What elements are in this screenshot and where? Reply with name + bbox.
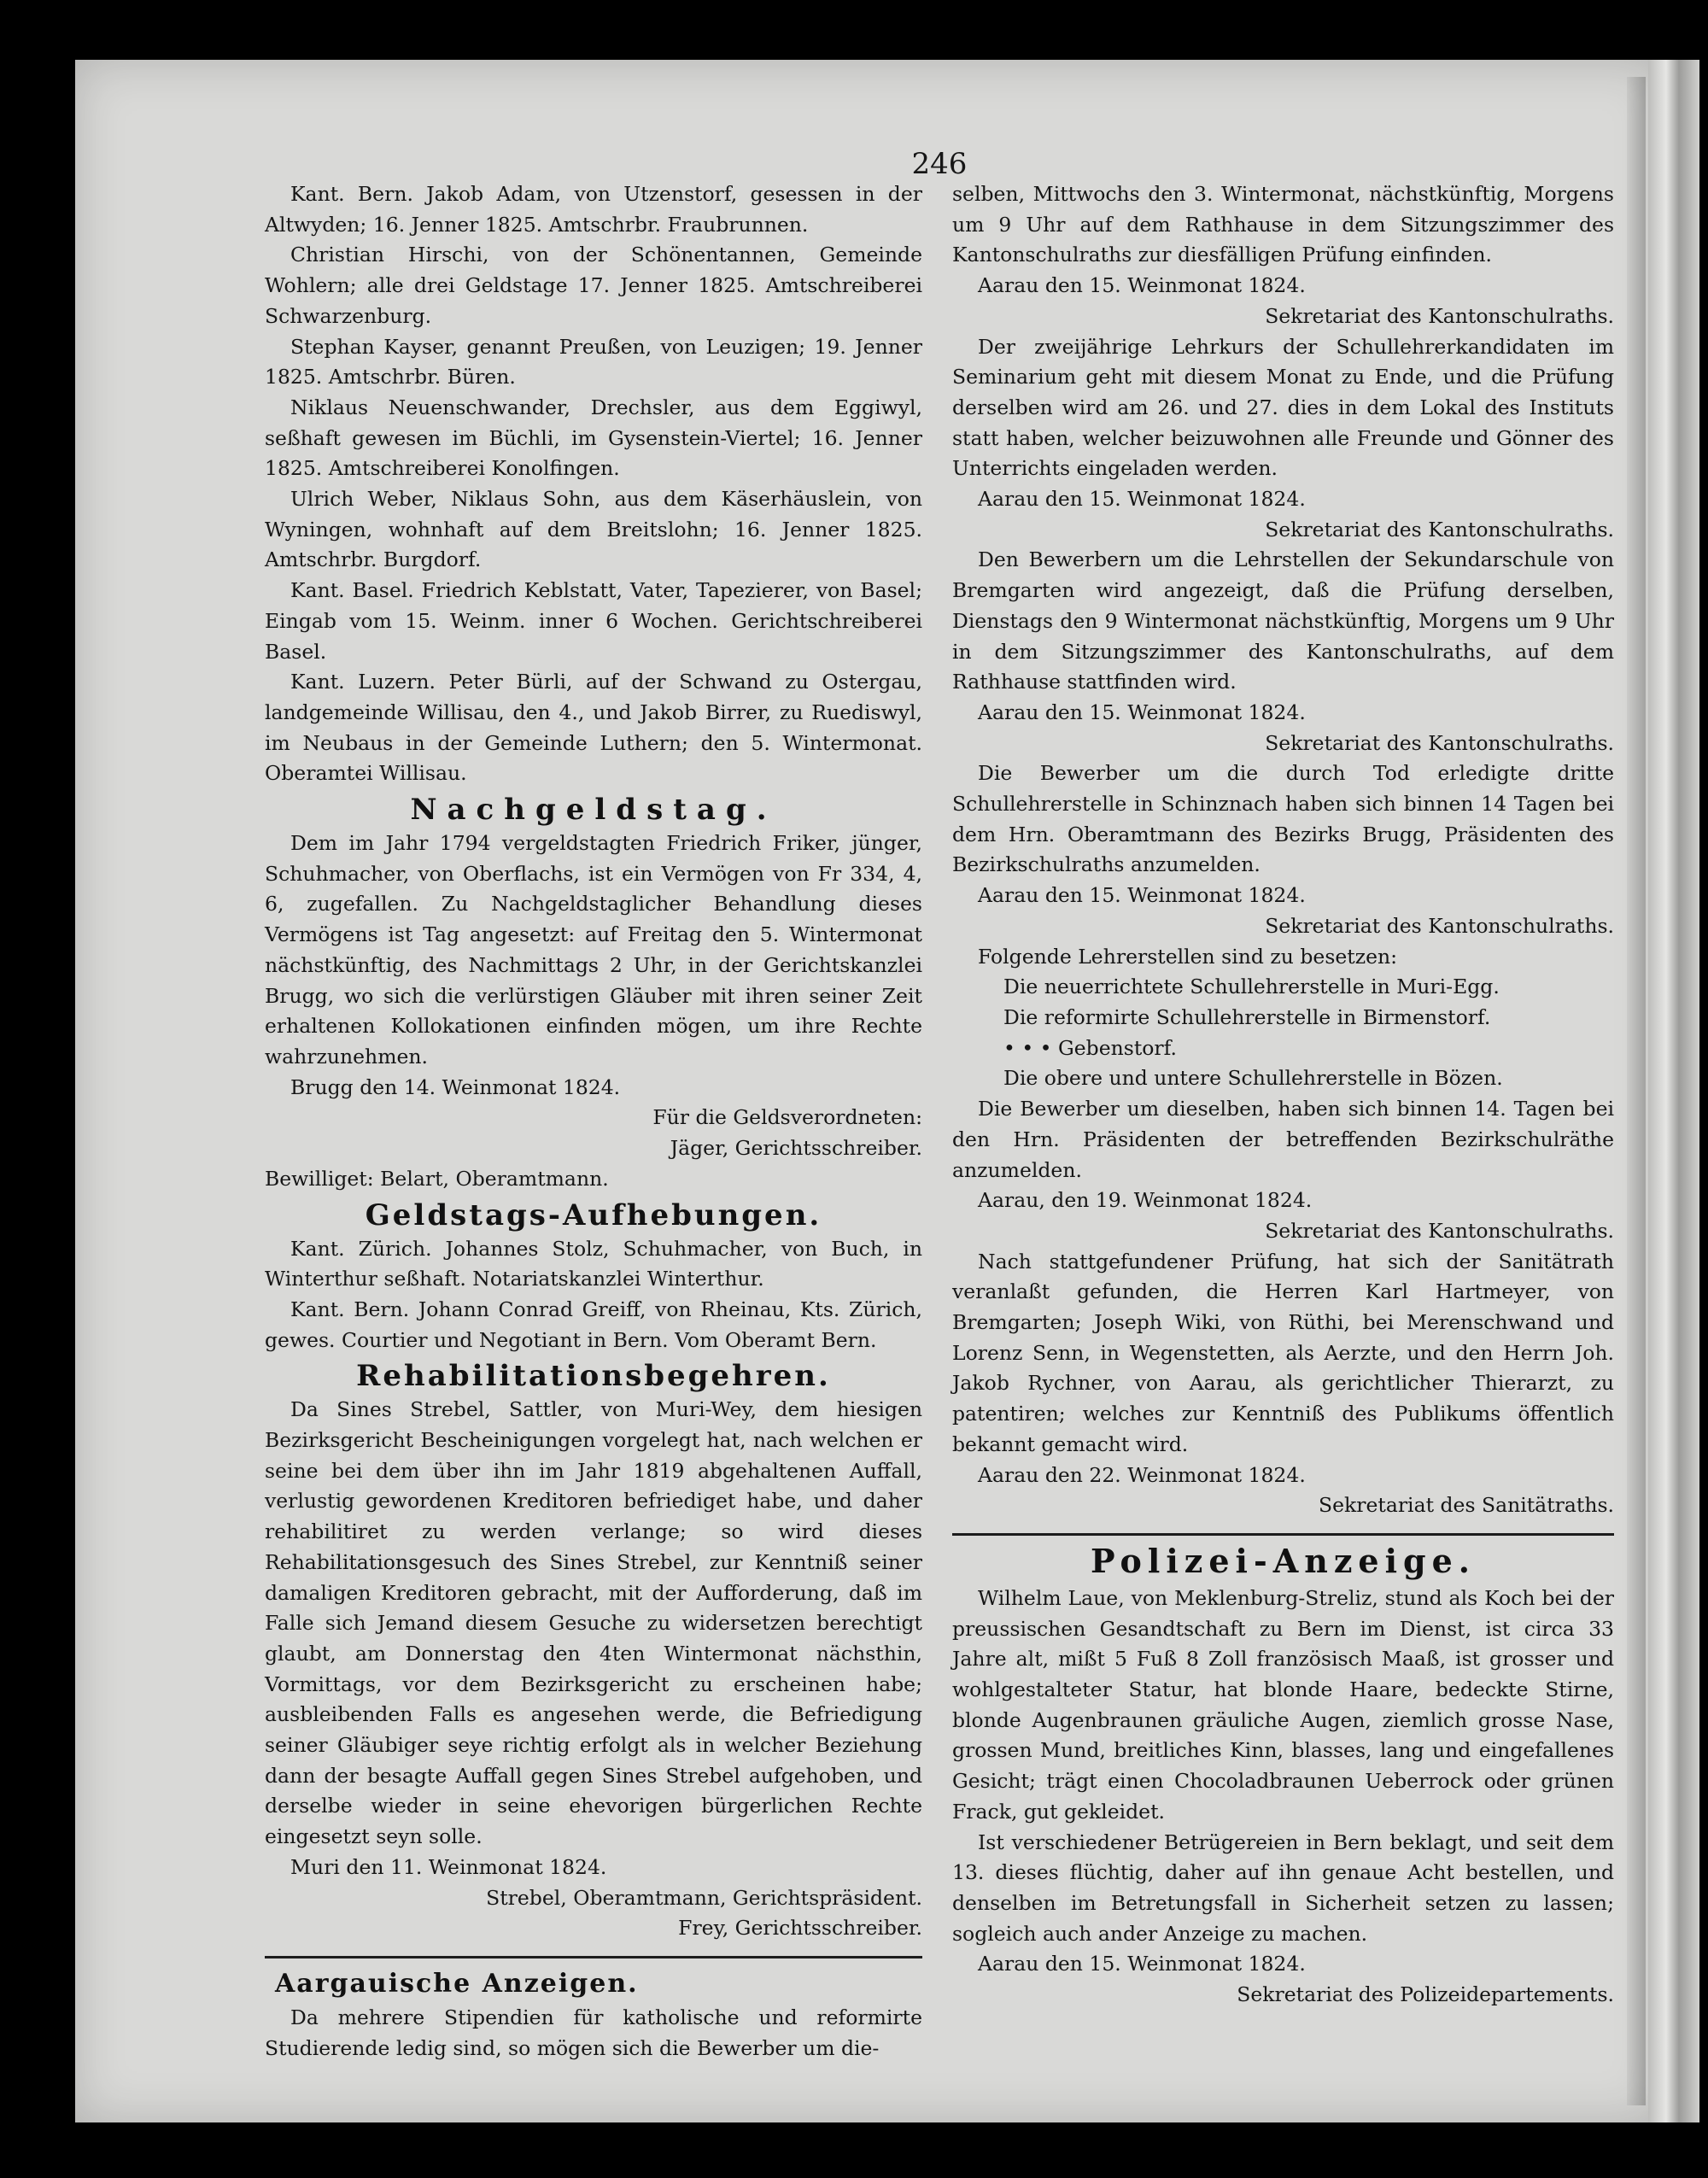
notice-paragraph: Kant. Bern. Jakob Adam, von Utzenstorf, gesessen in der Altwyden; 16. Jenner 1825. Amtschrbr. Fraubrunnen. [265, 182, 922, 237]
notice-signature: Für die Geldsverordneten: [652, 1105, 922, 1130]
notice-paragraph: Folgende Lehrerstellen sind zu besetzen: [978, 944, 1398, 969]
notice-signature: Sekretariat des Sanitätraths. [1318, 1493, 1614, 1518]
column-divider-rule [265, 1956, 922, 1958]
notice-date: Brugg den 14. Weinmonat 1824. [290, 1074, 621, 1099]
column-divider-rule [952, 1533, 1614, 1536]
vacancy-list-item: Die reformirte Schullehrerstelle in Birmenstorf. [1003, 1004, 1491, 1029]
notice-approval: Bewilliget: Belart, Oberamtmann. [265, 1166, 609, 1191]
notice-paragraph: Niklaus Neuenschwander, Drechsler, aus dem Eggiwyl, seßhaft gewesen im Büchli, im Gysenstein-Viertel; 16. Jenner 1825. Amtschreiberei Konolfingen. [265, 395, 922, 481]
page-fold-shadow [1627, 77, 1646, 2105]
notice-signature: Sekretariat des Polizeidepartements. [1237, 1982, 1614, 2007]
right-column [952, 179, 1614, 2011]
notice-signature: Frey, Gerichtsschreiber. [678, 1916, 922, 1941]
notice-date: Aarau den 15. Weinmonat 1824. [978, 700, 1306, 724]
notice-paragraph: Da mehrere Stipendien für katholische und reformirte Studierende ledig sind, so mögen sich die Bewerber um die- [265, 2005, 922, 2060]
section-heading: Geldstags-Aufhebungen. [365, 1197, 822, 1232]
page-number: 246 [911, 147, 968, 181]
notice-paragraph: Kant. Luzern. Peter Bürli, auf der Schwand zu Ostergau, landgemeinde Willisau, den 4., und Jakob Birrer, zu Ruediswyl, im Neubaus in der Gemeinde Luthern; den 5. Wintermonat. Oberamtei Willisau. [265, 670, 922, 786]
notice-signature: Sekretariat des Kantonschulraths. [1265, 303, 1614, 328]
notice-paragraph: Den Bewerbern um die Lehrstellen der Sekundarschule von Bremgarten wird angezeigt, daß die Prüfung derselben, Dienstags den 9 Wintermonat nächstkünftig, Morgens um 9 Uhr in dem Sitzungszimmer des Kantonschulraths, auf dem Rathhause stattfinden wird. [952, 547, 1614, 694]
notice-date: Muri den 11. Weinmonat 1824. [290, 1854, 607, 1879]
vacancy-list-item: Die neuerrichtete Schullehrerstelle in Muri-Egg. [1003, 975, 1500, 999]
notice-paragraph: Kant. Bern. Johann Conrad Greiff, von Rheinau, Kts. Zürich, gewes. Courtier und Negotiant in Bern. Vom Oberamt Bern. [265, 1297, 922, 1352]
left-column [265, 179, 922, 2064]
notice-paragraph: Der zweijährige Lehrkurs der Schullehrerkandidaten im Seminarium geht mit diesem Monat zu Ende, und die Prüfung derselben wird am 26. und 27. dies in dem Lokal des Instituts statt haben, welcher beizuwohnen alle Freunde und Gönner des Unterrichts eingeladen werden. [952, 334, 1614, 481]
section-heading: Polizei-Anzeige. [1090, 1541, 1476, 1580]
notice-paragraph: Ist verschiedener Betrügereien in Bern beklagt, und seit dem 13. dieses flüchtig, daher auf ihn genaue Acht bestellen, und denselben im Betretungsfall in Sicherheit setzen zu lassen; sogleich auch ander Anzeige zu machen. [952, 1830, 1614, 1946]
notice-paragraph: Wilhelm Laue, von Meklenburg-Streliz, stund als Koch bei der preussischen Gesandtschaft zu Bern im Dienst, ist circa 33 Jahre alt, mißt 5 Fuß 8 Zoll französisch Maaß, ist grosser und wohlgestalteter Statur, hat blonde Haare, bedeckte Stirne, blonde Augenbraunen gräuliche Augen, ziemlich grosse Nase, grossen Mund, breitliches Kinn, blasses, lang und eingefallenes Gesicht; trägt einen Chocoladbraunen Ueberrock oder grünen Frack, gut gekleidet. [952, 1585, 1614, 1824]
vacancy-list-item: • • • Gebenstorf. [1003, 1035, 1177, 1060]
notice-paragraph: Ulrich Weber, Niklaus Sohn, aus dem Käserhäuslein, von Wyningen, wohnhaft auf dem Breitslohn; 16. Jenner 1825. Amtschrbr. Burgdorf. [265, 487, 922, 572]
notice-paragraph: Die Bewerber um dieselben, haben sich binnen 14. Tagen bei den Hrn. Präsidenten der betreffenden Bezirkschulräthe anzumelden. [952, 1097, 1614, 1182]
section-heading: Rehabilitationsbegehren. [356, 1359, 831, 1394]
notice-paragraph: Kant. Basel. Friedrich Keblstatt, Vater, Tapezierer, von Basel; Eingab vom 15. Weinm. inner 6 Wochen. Gerichtschreiberei Basel. [265, 578, 922, 664]
notice-signature: Sekretariat des Kantonschulraths. [1265, 913, 1614, 938]
section-heading: Aargauische Anzeigen. [275, 1968, 639, 1999]
section-heading: Nachgeldstag. [410, 793, 777, 828]
notice-signature: Strebel, Oberamtmann, Gerichtspräsident. [486, 1885, 922, 1910]
notice-paragraph: Die Bewerber um die durch Tod erledigte dritte Schullehrerstelle in Schinznach haben sich binnen 14 Tagen bei dem Hrn. Oberamtmann des Bezirks Brugg, Präsidenten des Bezirkschulraths anzumelden. [952, 761, 1614, 877]
notice-signature: Sekretariat des Kantonschulraths. [1265, 517, 1614, 542]
notice-paragraph: Stephan Kayser, genannt Preußen, von Leuzigen; 19. Jenner 1825. Amtschrbr. Büren. [265, 334, 922, 389]
notice-date: Aarau den 15. Weinmonat 1824. [978, 1952, 1306, 1976]
notice-paragraph: Nach stattgefundener Prüfung, hat sich der Sanitätrath veranlaßt gefunden, die Herren Karl Hartmeyer, von Bremgarten; Joseph Wiki, von Rüthi, bei Merenschwand und Lorenz Senn, in Wegenstetten, als Aerzte, und den Herrn Joh. Jakob Rychner, von Aarau, als gerichtlicher Thierarzt, zu patentiren; welches zur Kenntniß des Publikums öffentlich bekannt gemacht wird. [952, 1249, 1614, 1456]
notice-paragraph: selben, Mittwochs den 3. Wintermonat, nächstkünftig, Morgens um 9 Uhr auf dem Rathhause in dem Sitzungszimmer des Kantonschulraths zur diesfälligen Prüfung einfinden. [952, 182, 1614, 267]
notice-paragraph: Dem im Jahr 1794 vergeldstagten Friedrich Friker, jünger, Schuhmacher, von Oberflachs, ist ein Vermögen von Fr 334, 4, 6, zugefallen. Zu Nachgeldstaglicher Behandlung dieses Vermögens ist Tag angesetzt: auf Freitag den 5. Wintermonat nächstkünftig, des Nachmittags 2 Uhr, in der Gerichtskanzlei Brugg, wo sich die verlürstigen Gläuber mit ihren seiner Zeit erhaltenen Kollokationen einfinden mögen, um ihre Rechte wahrzunehmen. [265, 831, 922, 1069]
notice-date: Aarau den 15. Weinmonat 1824. [978, 273, 1306, 298]
notice-paragraph: Da Sines Strebel, Sattler, von Muri-Wey, dem hiesigen Bezirksgericht Bescheinigungen vorgelegt hat, nach welchen er seine bei dem über ihn im Jahr 1819 abgehaltenen Auffall, verlustig gewordenen Kreditoren befriediget habe, und daher rehabilitiret zu werden verlange; so wird dieses Rehabilitationsgesuch des Sines Strebel, zur Kenntniß seiner damaligen Kreditoren gebracht, mit der Aufforderung, daß im Falle sich Jemand diesem Gesuche zu widersetzen berechtigt glaubt, am Donnerstag den 4ten Wintermonat nächsthin, Vormittags, vor dem Bezirksgericht zu erscheinen habe; ausbleibenden Falls es angesehen werde, die Befriedigung seiner Gläubiger seye richtig erfolgt als in welcher Beziehung dann der besagte Auffall gegen Sines Strebel aufgehoben, und derselbe wieder in seine ehevorigen bürgerlichen Rechte eingesetzt seyn solle. [265, 1397, 922, 1849]
notice-signature: Sekretariat des Kantonschulraths. [1265, 730, 1614, 755]
notice-signature: Sekretariat des Kantonschulraths. [1265, 1218, 1614, 1243]
notice-paragraph: Kant. Zürich. Johannes Stolz, Schuhmacher, von Buch, in Winterthur seßhaft. Notariatskanzlei Winterthur. [265, 1236, 922, 1291]
next-page-edge [1648, 60, 1699, 2122]
notice-date: Aarau, den 19. Weinmonat 1824. [978, 1188, 1313, 1213]
notice-date: Aarau den 15. Weinmonat 1824. [978, 487, 1306, 512]
notice-paragraph: Christian Hirschi, von der Schönentannen, Gemeinde Wohlern; alle drei Geldstage 17. Jenner 1825. Amtschreiberei Schwarzenburg. [265, 243, 922, 328]
notice-date: Aarau den 22. Weinmonat 1824. [978, 1462, 1306, 1487]
notice-date: Aarau den 15. Weinmonat 1824. [978, 883, 1306, 908]
notice-signature: Jäger, Gerichtsschreiber. [670, 1136, 922, 1161]
vacancy-list-item: Die obere und untere Schullehrerstelle in Bözen. [1003, 1066, 1503, 1091]
